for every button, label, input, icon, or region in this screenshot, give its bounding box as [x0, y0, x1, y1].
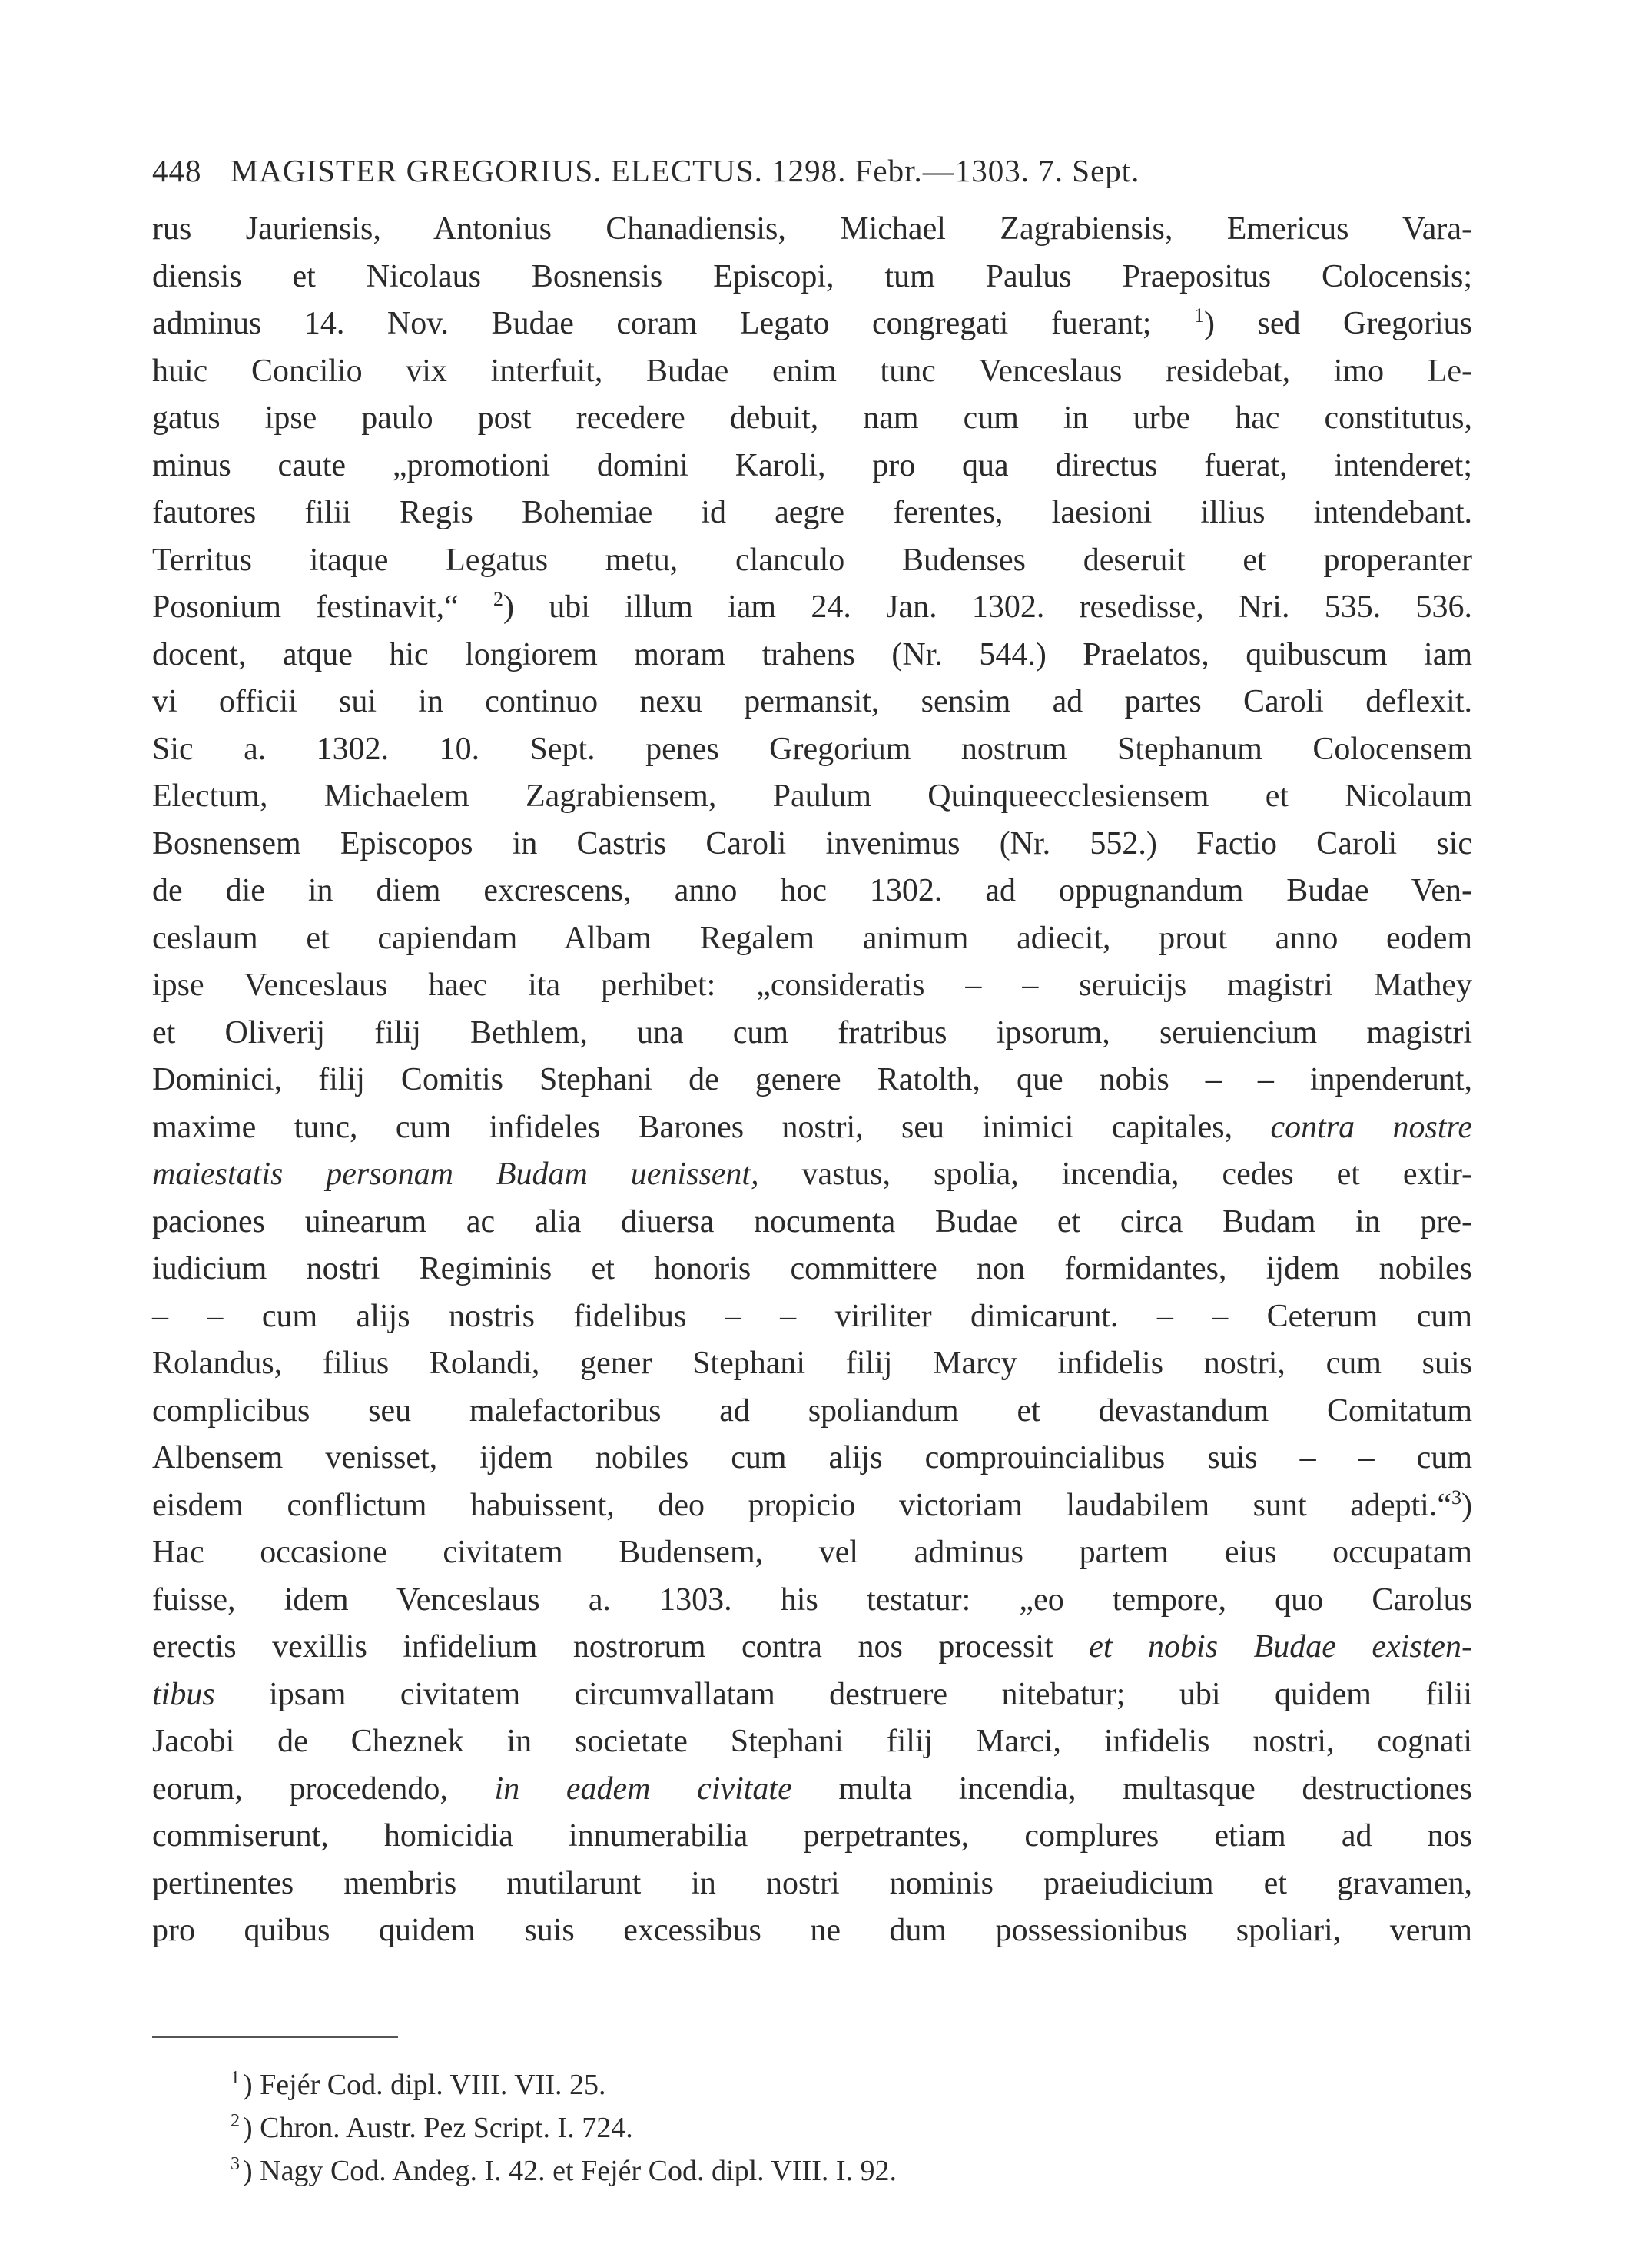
- footnote-text: ) Chron. Austr. Pez Script. I. 724.: [243, 2112, 633, 2144]
- text-segment: ceslaum et capiendam Albam Regalem animum adiecit, prout anno eodem: [152, 920, 1472, 956]
- text-line: [152, 962, 1472, 1010]
- text-segment: Territus itaque Legatus metu, clanculo Budenses deseruit et properanter: [152, 542, 1472, 578]
- body-text: [152, 206, 1472, 1955]
- text-line: [152, 1151, 1472, 1199]
- footnote-marker: 3: [1451, 1485, 1461, 1509]
- text-line: [152, 584, 1472, 632]
- text-segment: et Oliverij filij Bethlem, una cum fratribus ipsorum, seruiencium magistri: [152, 1014, 1472, 1051]
- text-segment: eisdem conflictum habuissent, deo propicio victoriam laudabilem sunt adepti.“: [152, 1487, 1451, 1523]
- text-line: [152, 1435, 1472, 1482]
- text-line: [152, 632, 1472, 679]
- text-segment: pro quibus quidem suis excessibus ne dum possessionibus spoliari, verum: [152, 1913, 1472, 1948]
- text-segment: – – cum alijs nostris fidelibus – – viriliter dimicarunt. – – Ceterum cum: [152, 1298, 1472, 1334]
- text-segment: ipse Venceslaus haec ita perhibet: „consideratis – – seruicijs magistri Mathey: [152, 968, 1472, 1003]
- text-segment: Albensem venisset, ijdem nobiles cum alijs comprouincialibus suis – – cum: [152, 1440, 1472, 1475]
- text-line: [152, 348, 1472, 396]
- text-line: [152, 490, 1472, 537]
- text-segment: ) ubi illum iam 24. Jan. 1302. resedisse, Nri. 535. 536.: [503, 589, 1472, 625]
- footnote-mark: 1: [231, 2068, 240, 2088]
- text-line: [152, 1718, 1472, 1766]
- footnote-rule: [152, 2036, 398, 2038]
- footnote-mark: 2: [231, 2111, 240, 2131]
- text-line: [152, 1766, 1472, 1814]
- italic-text: tibus: [152, 1676, 215, 1712]
- text-line: [152, 868, 1472, 915]
- text-line: [152, 1010, 1472, 1057]
- text-line: [152, 1104, 1472, 1152]
- text-line: [152, 1671, 1472, 1719]
- italic-text: in eadem civitate: [494, 1771, 792, 1807]
- footnote-mark: 3: [231, 2154, 240, 2174]
- text-segment: ipsam civitatem circumvallatam destruere nitebatur; ubi quidem filii: [214, 1676, 1472, 1712]
- text-segment: eorum, procedendo,: [152, 1771, 495, 1807]
- footnote-marker: 1: [1193, 304, 1204, 327]
- italic-text: et nobis Budae existen-: [1089, 1629, 1472, 1665]
- text-segment: vi officii sui in continuo nexu permansit, sensim ad partes Caroli deflexit.: [152, 684, 1472, 719]
- text-segment: iudicium nostri Regiminis et honoris committere non formidantes, ijdem nobiles: [152, 1251, 1472, 1286]
- text-line: [152, 1482, 1472, 1530]
- text-segment: vastus, spolia, incendia, cedes et extir-: [758, 1157, 1473, 1192]
- italic-text: maiestatis personam Budam uenissent,: [152, 1157, 759, 1192]
- text-segment: adminus 14. Nov. Budae coram Legato congregati fuerant;: [152, 306, 1194, 341]
- footnote: [231, 2063, 1383, 2106]
- running-head: [152, 152, 1504, 189]
- text-segment: commiserunt, homicidia innumerabilia perpetrantes, complures etiam ad nos: [152, 1818, 1472, 1854]
- running-title: MAGISTER GREGORIUS. ELECTUS. 1298. Febr.—1303. 7. Sept.: [230, 153, 1140, 188]
- text-segment: diensis et Nicolaus Bosnensis Episcopi, tum Paulus Praepositus Colocensis;: [152, 258, 1472, 294]
- text-line: [152, 726, 1472, 774]
- text-segment: complicibus seu malefactoribus ad spoliandum et devastandum Comitatum: [152, 1392, 1472, 1429]
- text-line: [152, 1340, 1472, 1388]
- text-line: [152, 537, 1472, 585]
- text-segment: Hac occasione civitatem Budensem, vel adminus partem eius occupatam: [152, 1535, 1472, 1570]
- text-segment: pertinentes membris mutilarunt in nostri nominis praeiudicium et gravamen,: [152, 1865, 1472, 1901]
- text-line: [152, 1199, 1472, 1246]
- text-line: [152, 1246, 1472, 1293]
- text-line: [152, 915, 1472, 963]
- footnote: [231, 2149, 1383, 2192]
- text-line: [152, 773, 1472, 821]
- text-line: [152, 1577, 1472, 1625]
- text-segment: fuisse, idem Venceslaus a. 1303. his testatur: „eo tempore, quo Carolus: [152, 1582, 1472, 1618]
- text-line: [152, 1813, 1472, 1860]
- text-line: [152, 206, 1472, 254]
- text-line: [152, 679, 1472, 726]
- text-segment: docent, atque hic longiorem moram trahens (Nr. 544.) Praelatos, quibuscum iam: [152, 636, 1472, 672]
- text-line: [152, 821, 1472, 868]
- text-segment: multa incendia, multasque destructiones: [791, 1771, 1473, 1807]
- text-segment: ) sed Gregorius: [1203, 306, 1472, 341]
- text-segment: erectis vexillis infidelium nostrorum contra nos processit: [152, 1629, 1090, 1665]
- text-line: [152, 1388, 1472, 1436]
- page-number: 448: [152, 153, 202, 188]
- footnote-marker: 2: [493, 588, 503, 610]
- text-line: [152, 1293, 1472, 1341]
- text-segment: Sic a. 1302. 10. Sept. penes Gregorium nostrum Stephanum Colocensem: [152, 731, 1472, 767]
- text-segment: rus Jauriensis, Antonius Chanadiensis, Michael Zagrabiensis, Emericus Vara-: [152, 211, 1472, 247]
- text-line: [152, 1907, 1472, 1955]
- text-segment: huic Concilio vix interfuit, Budae enim tunc Venceslaus residebat, imo Le-: [152, 353, 1472, 389]
- text-line: [152, 254, 1472, 301]
- text-segment: ): [1461, 1487, 1472, 1523]
- text-segment: Electum, Michaelem Zagrabiensem, Paulum Quinqueecclesiensem et Nicolaum: [152, 778, 1472, 814]
- text-segment: minus caute „promotioni domini Karoli, pro qua directus fuerat, intenderet;: [152, 447, 1472, 483]
- text-line: [152, 1624, 1472, 1671]
- text-line: [152, 443, 1472, 490]
- text-line: [152, 395, 1472, 443]
- text-line: [152, 300, 1472, 348]
- footnote-text: ) Fejér Cod. dipl. VIII. VII. 25.: [243, 2069, 606, 2101]
- text-line: [152, 1529, 1472, 1577]
- text-line: [152, 1860, 1472, 1908]
- text-segment: Jacobi de Cheznek in societate Stephani filij Marci, infidelis nostri, cognati: [152, 1724, 1472, 1759]
- text-segment: de die in diem excrescens, anno hoc 1302. ad oppugnandum Budae Ven-: [152, 873, 1472, 908]
- italic-text: contra nostre: [1270, 1109, 1472, 1145]
- text-segment: fautores filii Regis Bohemiae id aegre ferentes, laesioni illius intendebant.: [152, 495, 1472, 530]
- text-segment: Bosnensem Episcopos in Castris Caroli invenimus (Nr. 552.) Factio Caroli sic: [152, 825, 1472, 861]
- text-segment: maxime tunc, cum infideles Barones nostri, seu inimici capitales,: [152, 1109, 1271, 1145]
- text-segment: paciones uinearum ac alia diuersa nocumenta Budae et circa Budam in pre-: [152, 1203, 1472, 1240]
- footnote: [231, 2106, 1383, 2149]
- footnote-text: ) Nagy Cod. Andeg. I. 42. et Fejér Cod. dipl. VIII. I. 92.: [243, 2155, 897, 2187]
- text-segment: Posonium festinavit,“: [152, 589, 493, 625]
- text-segment: Dominici, filij Comitis Stephani de genere Ratolth, que nobis – – inpenderunt,: [152, 1062, 1472, 1097]
- text-segment: Rolandus, filius Rolandi, gener Stephani filij Marcy infidelis nostri, cum suis: [152, 1346, 1472, 1381]
- text-segment: gatus ipse paulo post recedere debuit, nam cum in urbe hac constitutus,: [152, 400, 1472, 436]
- footnotes: [231, 2063, 1383, 2192]
- text-line: [152, 1057, 1472, 1104]
